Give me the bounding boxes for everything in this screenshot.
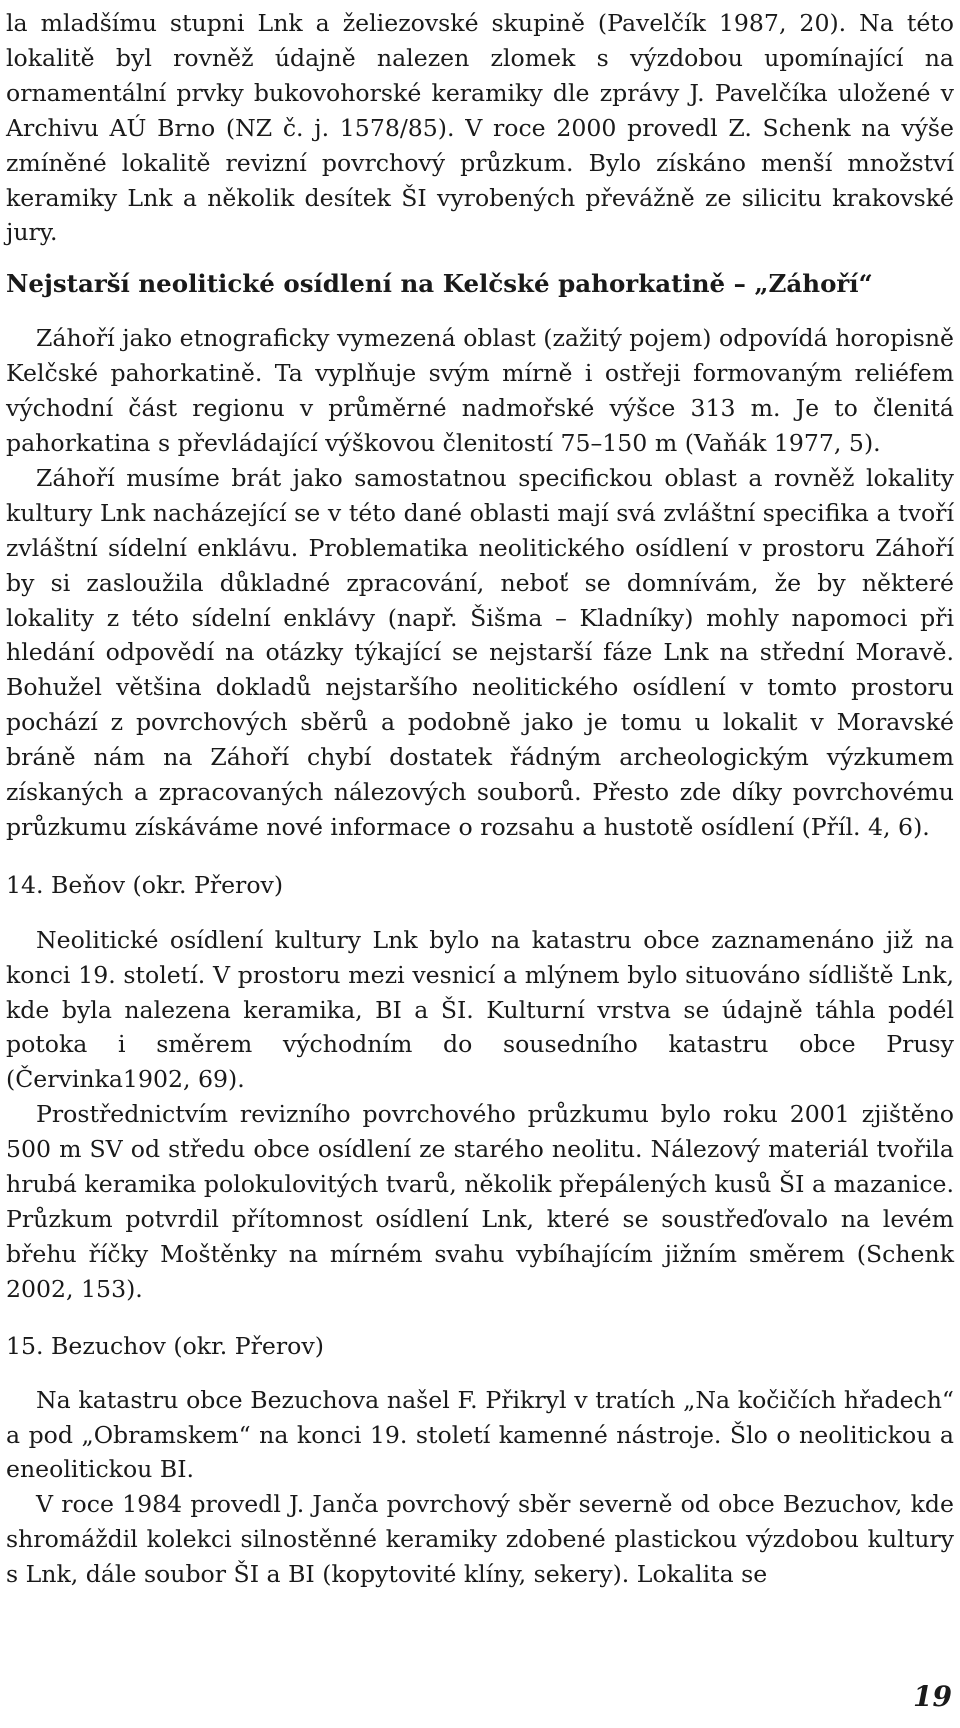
- bezuchov-paragraph-1: Na katastru obce Bezuchova našel F. Přikryl v tratích „Na kočičích hřadech“ a pod „Obramskem“ na konci 19. století kamenné nástroje. Šlo o neolitickou a eneolitickou BI.: [6, 1385, 954, 1484]
- site-title-bezuchov: 15. Bezuchov (okr. Přerov): [6, 1331, 324, 1360]
- section-heading-zahori: Nejstarší neolitické osídlení na Kelčské pahorkatině – „Záhoří“: [6, 269, 873, 299]
- bezuchov-paragraph-2: V roce 1984 provedl J. Janča povrchový sběr severně od obce Bezuchov, kde shromáždil kolekci silnostěnné keramiky zdobené plastickou výzdobou kultury s Lnk, dále soubor ŠI a BI (kopytovité klíny, sekery). Lokalita se: [6, 1490, 954, 1589]
- document-page: [6, 6, 954, 1592]
- site-title-benov: 14. Beňov (okr. Přerov): [6, 870, 284, 899]
- intro-paragraph: la mladšímu stupni Lnk a želiezovské skupině (Pavelčík 1987, 20). Na této lokalitě byl rovněž údajně nalezen zlomek s výzdobou upomínající na ornamentální prvky bukovohorské keramiky dle zprávy J. Pavelčíka uložené v Archivu AÚ Brno (NZ č. j. 1578/85). V roce 2000 provedl Z. Schenk na výše zmíněné lokalitě revizní povrchový průzkum. Bylo získáno menší množství keramiky Lnk a několik desítek ŠI vyrobených převážně ze silicitu krakovské jury.: [6, 9, 954, 247]
- benov-paragraph-2: Prostřednictvím revizního povrchového průzkumu bylo roku 2001 zjištěno 500 m SV od středu obce osídlení ze starého neolitu. Nálezový materiál tvořila hrubá keramika polokulovitých tvarů, několik přepálených kusů ŠI a mazanice. Průzkum potvrdil přítomnost osídlení Lnk, které se soustřeďovalo na levém břehu říčky Moštěnky na mírném svahu vybíhajícím jižním směrem (Schenk 2002, 153).: [6, 1100, 954, 1303]
- benov-paragraph-1: Neolitické osídlení kultury Lnk bylo na katastru obce zaznamenáno již na konci 19. století. V prostoru mezi vesnicí a mlýnem bylo situováno sídliště Lnk, kde byla nalezena keramika, BI a ŠI. Kulturní vrstva se údajně táhla podél potoka i směrem východním do sousedního katastru obce Prusy (Červinka1902, 69).: [6, 925, 954, 1094]
- zahori-paragraph-2: Záhoří musíme brát jako samostatnou specifickou oblast a rovněž lokality kultury Lnk nacházející se v této dané oblasti mají svá zvláštní specifika a tvoří zvláštní sídelní enklávu. Problematika neolitického osídlení v prostoru Záhoří by si zasloužila důkladné zpracování, neboť se domnívám, že by některé lokality z této sídelní enklávy (např. Šišma – Kladníky) mohly napomoci při hledání odpovědí na otázky týkající se nejstarší fáze Lnk na střední Moravě. Bohužel většina dokladů nejstaršího neolitického osídlení v tomto prostoru pochází z povrchových sběrů a podobně jako je tomu u lokalit v Moravské bráně nám na Záhoří chybí dostatek řádným archeologickým výzkumem získaných a zpracovaných nálezových souborů. Přesto zde díky povrchovému průzkumu získáváme nové informace o rozsahu a hustotě osídlení (Příl. 4, 6).: [6, 463, 954, 841]
- page-number: 19: [913, 1680, 952, 1713]
- zahori-paragraph-1: Záhoří jako etnograficky vymezená oblast (zažitý pojem) odpovídá horopisně Kelčské pahorkatině. Ta vyplňuje svým mírně i ostřeji formovaným reliéfem východní část regionu v průměrné nadmořské výšce 313 m. Je to členitá pahorkatina s převládající výškovou členitostí 75–150 m (Vaňák 1977, 5).: [6, 324, 954, 457]
